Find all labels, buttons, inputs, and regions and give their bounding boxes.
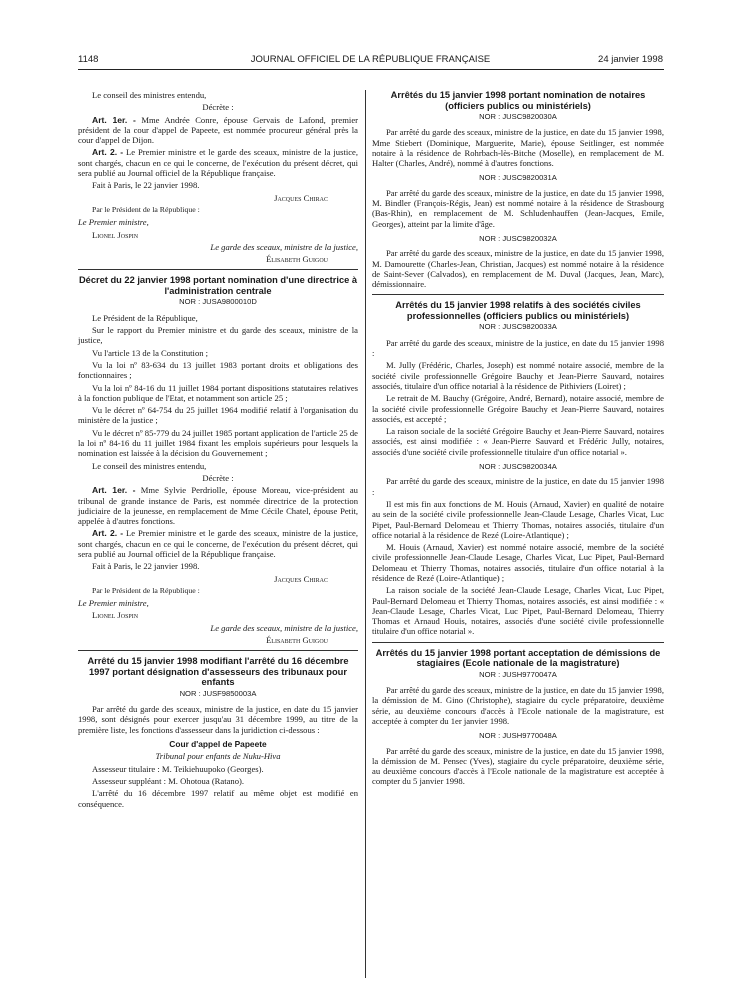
societe-line: Par arrêté du garde des sceaux, ministre de la justice, en date du 15 janvier 1998 :	[372, 476, 664, 497]
societe-line: La raison sociale de la société Grégoire Bauchy et Jean-Pierre Sauvard, notaires associés, est ainsi modifiée : « Jean-Pierre Sauvard et Frédéric Jully, notaires, associés d'une société civile professionnelle titulaire d'un office notarial ».	[372, 426, 664, 457]
text-line: Le conseil des ministres entendu,	[92, 460, 207, 471]
left-column	[78, 90, 358, 811]
societe-line: M. Houis (Arnaud, Xavier) est nommé notaire associé, membre de la société civile professionnelle Jean-Claude Lesage, Charles Vicat, Luc Pipet, Paul-Bernard Delomeau et Thierry Thomas, notaires associés, titulaire d'un office notarial à la résidence de Rezé (Loire-Atlantique) ;	[372, 542, 664, 583]
text-line: Vu le décret nº 85-779 du 24 juillet 1985 portant application de l'article 25 de la loi nº 84-16 du 11 juillet 1984 fixant les emplois supérieurs pour lesquels la nomination est laissée à la décision du Gouvernement ;	[78, 427, 358, 459]
journal-title: JOURNAL OFFICIEL DE LA RÉPUBLIQUE FRANÇAISE	[250, 54, 491, 65]
premier-ministre-name: Lionel Jospin	[92, 610, 139, 621]
assesseur-suppleant: Assesseur suppléant : M. Ohotoua (Ratano).	[92, 775, 245, 786]
nor-code: NOR : JUSF9850003A	[179, 688, 257, 698]
article-label: Art. 1er. -	[92, 114, 136, 125]
arrete-title: Arrêté du 15 janvier 1998 modifiant l'arrêté du 16 décembre 1997 portant désignation d'assesseurs des tribunaux pour enfants	[87, 656, 349, 688]
article-text: Mme Sylvie Perdriolle, épouse Moreau, vice-président au tribunal de grande instance de Paris, est nommée directrice de la protection judiciaire de la jeunesse, en remplacement de Mme Cécile Chatel, épouse Petit, appelée à d'autres fonctions.	[78, 485, 358, 527]
nor-code: NOR : JUSC9820033A	[479, 322, 557, 332]
text-line: Vu le décret nº 64-754 du 25 juillet 1964 modifié relatif à l'organisation du ministère de la justice ;	[78, 405, 358, 426]
nor-code: NOR : JUSA9800010D	[179, 297, 257, 307]
assesseur-titulaire: Assesseur titulaire : M. Teikiehuupoko (Georges).	[92, 763, 264, 774]
premier-ministre-title: Le Premier ministre,	[78, 598, 149, 609]
signature-president: Jacques Chirac	[274, 573, 328, 584]
text-line: Vu la loi nº 83-634 du 13 juillet 1983 portant droits et obligations des fonctionnaires ;	[78, 359, 358, 381]
societe-line: Il est mis fin aux fonctions de M. Houis (Arnaud, Xavier) en qualité de notaire au sein de la société civile professionnelle Jean-Claude Lesage, Charles Vicat, Luc Pipet, Paul-Bernard Delomeau et Thierry Thomas, notaires associés, titulaire d'un office notarial à la résidence de Rezé (Loire-Atlantique) ;	[372, 498, 664, 540]
article-2	[78, 147, 358, 178]
article-label: Art. 2. -	[92, 147, 124, 158]
column-divider	[365, 90, 366, 978]
decrete-heading: Décrète :	[202, 102, 234, 113]
fait-line: Fait à Paris, le 22 janvier 1998.	[92, 180, 200, 191]
issue-date: 24 janvier 1998	[598, 54, 663, 65]
article-text: Mme Andrée Conre, épouse Gervais de Lafond, premier président de la cour d'appel de Papeete, est nommée procureur général près la cour d'appel de Dijon.	[78, 114, 358, 146]
societe-line: Par arrêté du garde des sceaux, ministre de la justice, en date du 15 janvier 1998 :	[372, 337, 664, 359]
section-separator	[78, 269, 358, 270]
article-text: Le Premier ministre et le garde des sceaux, ministre de la justice, sont chargés, chacun en ce qui le concerne, de l'exécution du présent décret, qui sera publié au Journal officiel de la République française.	[78, 528, 358, 559]
right-column	[372, 90, 664, 789]
societe-line: M. Jully (Frédéric, Charles, Joseph) est nommé notaire associé, membre de la société civile professionnelle Grégoire Bauchy et Jean-Pierre Sauvard, notaires associés, titulaire d'un office notarial à la résidence de Pithiviers (Loiret) ;	[372, 360, 664, 391]
cour-heading: Cour d'appel de Papeete	[169, 739, 267, 750]
page-header	[78, 54, 663, 68]
nor-code: NOR : JUSH9770048A	[479, 731, 557, 741]
fait-line: Fait à Paris, le 22 janvier 1998.	[92, 561, 200, 572]
notaire-entry: Par arrêté du garde des sceaux, ministre de la justice, en date du 15 janvier 1998, M. Damourette (Charles-Jean, Christian, Jacques) est nommé notaire à la résidence de Saint-Sever (Calvados), en remplacement de M. Duval (Jacques, Jean, Marc), démissionnaire.	[372, 248, 664, 290]
article-label: Art. 2. -	[92, 528, 124, 539]
text-line: Vu la loi nº 84-16 du 11 juillet 1984 portant dispositions statutaires relatives à la fonction publique de l'Etat, et notamment son article 25 ;	[78, 382, 358, 403]
garde-name: Élisabeth Guigou	[266, 635, 328, 646]
notaire-entry: Par arrêté du garde des sceaux, ministre de la justice, en date du 15 janvier 1998, Mme Stiebert (Dominique, Marguerite, Marie), épouse Seitlinger, est nommée notaire à la résidence de Rohrbach-lès-Bitche (Moselle), en remplacement de M. Halter (Charles, André), nommé à d'autres fonctions.	[372, 127, 664, 169]
par-le-president: Par le Président de la République :	[92, 204, 200, 214]
stagiaires-title: Arrêtés du 15 janvier 1998 portant acceptation de démissions de stagiaires (Ecole nationale de la magistrature)	[375, 647, 661, 669]
tribunal-heading: Tribunal pour enfants de Nuku-Hiva	[155, 751, 281, 762]
nor-code: NOR : JUSC9820031A	[479, 173, 557, 183]
nor-code: NOR : JUSH9770047A	[479, 669, 557, 679]
page-number: 1148	[78, 54, 99, 65]
closing-line: L'arrêté du 16 décembre 1997 relatif au même objet est modifié en conséquence.	[78, 788, 358, 809]
notaires-title: Arrêtés du 15 janvier 1998 portant nomination de notaires (officiers publics ou ministériels)	[390, 90, 646, 111]
stagiaire-entry: Par arrêté du garde des sceaux, ministre de la justice, en date du 15 janvier 1998, la démission de M. Pensec (Yves), stagiaire du cycle préparatoire, deuxième série, au deuxième concours d'accès à l'Ecole nationale de la magistrature est acceptée à compter du 5 janvier 1998.	[372, 745, 664, 787]
nor-code: NOR : JUSC9820032A	[479, 233, 557, 243]
text-line: Sur le rapport du Premier ministre et du garde des sceaux, ministre de la justice,	[78, 325, 358, 346]
article-1	[78, 485, 358, 526]
header-rule	[78, 69, 664, 70]
article-label: Art. 1er. -	[92, 485, 136, 496]
societe-line: La raison sociale de la société Jean-Claude Lesage, Charles Vicat, Luc Pipet, Paul-Bernard Delomeau et Thierry Thomas, notaires associés, est ainsi modifiée : « Jean-Claude Lesage, Charles Vicat, Luc Pipet, Paul-Bernard Delomeau, Thierry Thomas et Arnaud Houis, notaires, associés d'une société civile professionnelle titulaire d'un office notarial ».	[372, 585, 664, 637]
decrete-heading: Décrète :	[202, 472, 234, 483]
garde-title: Le garde des sceaux, ministre de la justice,	[210, 241, 358, 252]
garde-name: Élisabeth Guigou	[266, 254, 328, 265]
intro-line: Le conseil des ministres entendu,	[92, 90, 207, 100]
text-line: Vu l'article 13 de la Constitution ;	[92, 347, 209, 358]
nor-code: NOR : JUSC9820030A	[479, 112, 557, 121]
garde-title: Le garde des sceaux, ministre de la justice,	[210, 622, 358, 633]
stagiaire-entry: Par arrêté du garde des sceaux, ministre de la justice, en date du 15 janvier 1998, la démission de M. Gino (Christophe), stagiaire du cycle préparatoire, deuxième série, au deuxième concours d'accès à l'Ecole nationale de la magistrature, est acceptée à compter du 1er janvier 1998.	[372, 685, 664, 726]
text-line: Le Président de la République,	[92, 312, 198, 323]
article-2	[78, 528, 358, 559]
section-separator	[372, 294, 664, 295]
notaire-entry: Par arrêté du garde des sceaux, ministre de la justice, en date du 15 janvier 1998, M. Bindler (François-Régis, Jean) est nommé notaire à la résidence de Strasbourg (Bas-Rhin), en remplacement de M. Schludenhauffen (Jean-Jacques, Emile, Georges), atteint par la limite d'âge.	[372, 187, 664, 229]
decret-title: Décret du 22 janvier 1998 portant nomination d'une directrice à l'administration centrale	[78, 275, 358, 296]
article-text: Le Premier ministre et le garde des sceaux, ministre de la justice, sont chargés, chacun en ce qui le concerne, de l'exécution du présent décret, qui sera publié au Journal officiel de la République française.	[78, 147, 358, 179]
arrete-text: Par arrêté du garde des sceaux, ministre de la justice, en date du 15 janvier 1998, sont désignés pour exercer jusqu'au 31 décembre 1999, au titre de la première liste, les fonctions d'assesseur dans la juridiction ci-dessous :	[78, 704, 358, 735]
article-1	[78, 115, 358, 146]
section-separator	[78, 650, 358, 651]
societes-title: Arrêtés du 15 janvier 1998 relatifs à des sociétés civiles professionnelles (officiers publics ou ministériels)	[395, 300, 641, 321]
societe-line: Le retrait de M. Bauchy (Grégoire, André, Bernard), notaire associé, membre de la société civile professionnelle Grégoire Bauchy et Jean-Pierre Sauvard, notaires associés, est accepté ;	[372, 393, 664, 424]
premier-ministre-name: Lionel Jospin	[92, 229, 139, 240]
section-separator	[372, 642, 664, 643]
nor-code: NOR : JUSC9820034A	[479, 462, 557, 472]
signature-president: Jacques Chirac	[274, 192, 328, 203]
par-le-president: Par le Président de la République :	[92, 585, 200, 595]
premier-ministre-title: Le Premier ministre,	[78, 217, 149, 228]
